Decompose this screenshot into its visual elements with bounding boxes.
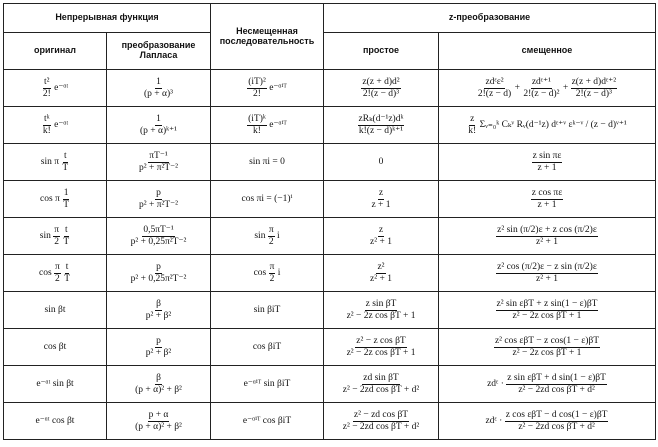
numerator: z² − zd cos βT	[353, 410, 409, 421]
denominator: z² − 2zd cos βT + d²	[518, 421, 595, 432]
denominator: z² − 2zd cos βT + d²	[518, 384, 595, 395]
shifted-z-cell	[439, 144, 656, 181]
formula-fraction	[369, 225, 393, 247]
table-row	[4, 144, 656, 181]
simple-z-cell	[324, 181, 439, 218]
denominator: p² + 0,25π²T⁻²	[130, 236, 187, 247]
original-cell	[4, 403, 107, 440]
numerator: p	[156, 188, 161, 199]
simple-z-cell	[324, 70, 439, 107]
simple-z-cell	[324, 403, 439, 440]
formula-fraction	[134, 373, 183, 395]
numerator: πT⁻¹	[149, 151, 168, 162]
shifted-z-cell	[439, 107, 656, 144]
formula-fraction	[61, 151, 69, 173]
formula-prefix: sin	[39, 231, 54, 242]
denominator: z² + 1	[536, 273, 558, 284]
formula-fraction	[361, 77, 400, 99]
original-cell	[4, 181, 107, 218]
formula-fraction	[139, 114, 178, 136]
denominator: z² + 1	[370, 273, 392, 284]
denominator: 2!	[253, 88, 261, 99]
numerator: zRₖ(d⁻¹z)dᵏ	[358, 114, 404, 125]
denominator: z + 1	[371, 199, 391, 210]
denominator: z + 1	[537, 199, 557, 210]
denominator: T	[63, 199, 70, 210]
denominator: k!(z − d)ᵏ⁺¹	[358, 125, 404, 136]
formula-fraction	[496, 299, 599, 321]
numerator: β	[156, 299, 161, 310]
numerator: z²	[377, 262, 385, 273]
simple-z-cell	[324, 366, 439, 403]
denominator: z² + 1	[536, 236, 558, 247]
denominator: k!	[468, 125, 477, 136]
formula-prefix: sin	[254, 231, 268, 242]
formula-fraction	[496, 262, 598, 284]
formula-fraction	[145, 336, 172, 358]
denominator: p² + π²T⁻²	[138, 162, 179, 173]
formula-fraction	[247, 77, 267, 99]
formula-fraction	[143, 77, 174, 99]
denominator: 2	[55, 273, 60, 284]
denominator: z² + 1	[370, 236, 392, 247]
simple-z-cell	[324, 107, 439, 144]
formula-prefix: e⁻ᵅᵗ sin βt	[36, 378, 74, 389]
header-laplace: преобразование Лапласа	[107, 33, 211, 70]
numerator: π	[269, 262, 275, 273]
shifted-z-cell	[439, 366, 656, 403]
denominator: z² − 2z cos βT + 1	[346, 310, 416, 321]
formula-suffix: e⁻ᵅᵗ	[51, 120, 69, 131]
table-row	[4, 255, 656, 292]
laplace-cell	[107, 144, 211, 181]
laplace-cell	[107, 218, 211, 255]
formula-prefix: cos βt	[43, 341, 67, 352]
formula-prefix: cos πi = (−1)ⁱ	[241, 193, 293, 204]
numerator: z	[378, 188, 384, 199]
numerator: z sin βT	[365, 299, 397, 310]
numerator: z² − z cos βT	[356, 336, 406, 347]
sequence-cell	[211, 218, 324, 255]
formula-fraction	[342, 410, 420, 432]
table-row	[4, 329, 656, 366]
formula-prefix: cos βiT	[252, 341, 282, 352]
numerator: z² cos (π/2)ε − z sin (π/2)ε	[497, 262, 597, 273]
numerator: t	[63, 151, 67, 162]
formula-suffix: e⁻ᵅⁱᵀ	[266, 120, 287, 131]
laplace-cell	[107, 403, 211, 440]
formula-fraction	[130, 262, 188, 284]
formula-fraction	[145, 299, 172, 321]
sequence-cell	[211, 366, 324, 403]
formula-fraction	[571, 77, 618, 99]
original-cell	[4, 366, 107, 403]
numerator: z	[378, 225, 384, 236]
formula-fraction	[247, 114, 267, 136]
denominator: (p + α)³	[143, 88, 173, 99]
formula-prefix: zdᵋ ·	[487, 379, 507, 390]
denominator: 2	[54, 236, 59, 247]
denominator: p² + β²	[145, 347, 172, 358]
shifted-z-cell	[439, 218, 656, 255]
numerator: zd sin βT	[363, 373, 399, 384]
original-cell	[4, 292, 107, 329]
formula-prefix: sin βt	[44, 304, 66, 315]
table-row	[4, 403, 656, 440]
header-simple: простое	[324, 33, 439, 70]
sequence-cell	[211, 329, 324, 366]
laplace-cell	[107, 255, 211, 292]
numerator: z² sin εβT + z sin(1 − ε)βT	[496, 299, 598, 310]
formula-fraction	[506, 373, 607, 395]
table-body	[4, 70, 656, 440]
numerator: tᵏ	[43, 114, 50, 125]
denominator: 2!(z − d)²	[523, 88, 560, 99]
numerator: π	[268, 225, 274, 236]
numerator: 1	[156, 77, 161, 88]
formula-fraction	[42, 114, 52, 136]
formula-operator: +	[560, 83, 571, 94]
formula-suffix: i	[275, 268, 281, 279]
original-cell	[4, 107, 107, 144]
denominator: z² − 2zd cos βT + d²	[342, 421, 420, 432]
laplace-cell	[107, 181, 211, 218]
original-cell	[4, 218, 107, 255]
formula-prefix: e⁻ᵅᵗ cos βt	[35, 415, 75, 426]
sequence-cell	[211, 107, 324, 144]
formula-fraction	[346, 299, 417, 321]
formula-fraction	[496, 225, 598, 247]
numerator: z² cos εβT − z cos(1 − ε)βT	[494, 336, 600, 347]
numerator: (iT)ᵏ	[248, 114, 266, 125]
denominator: z² − 2z cos βT + 1	[346, 347, 416, 358]
formula-fraction	[42, 77, 52, 99]
formula-fraction	[467, 114, 477, 136]
sequence-cell	[211, 70, 324, 107]
formula-fraction	[62, 188, 70, 210]
formula-fraction	[505, 410, 609, 432]
numerator: z(z + d)d²	[362, 77, 400, 88]
formula-fraction	[342, 373, 420, 395]
table-row	[4, 218, 656, 255]
denominator: (p + α)² + β²	[135, 421, 182, 432]
formula-prefix: sin π	[40, 157, 62, 168]
denominator: k!	[253, 125, 261, 136]
numerator: z(z + d)dᵋ⁺²	[571, 77, 617, 88]
numerator: 1	[156, 114, 161, 125]
formula-fraction	[53, 225, 60, 247]
numerator: z sin εβT + d sin(1 − ε)βT	[507, 373, 606, 384]
formula-fraction	[531, 188, 563, 210]
denominator: (p + α)ᵏ⁺¹	[139, 125, 178, 136]
denominator: p² + π²T⁻²	[138, 199, 179, 210]
formula-fraction	[54, 262, 61, 284]
numerator: t	[64, 225, 68, 236]
numerator: z² sin (π/2)ε + z cos (π/2)ε	[497, 225, 597, 236]
formula-suffix: i	[274, 231, 280, 242]
formula-prefix: cos	[38, 268, 55, 279]
formula-fraction	[346, 336, 417, 358]
shifted-z-cell	[439, 403, 656, 440]
formula-prefix: e⁻ᵅⁱᵀ sin βiT	[243, 378, 291, 389]
numerator: z cos πε	[531, 188, 563, 199]
numerator: β	[156, 373, 161, 384]
numerator: zdᵋε²	[485, 77, 504, 88]
formula-fraction	[477, 77, 512, 99]
formula-fraction	[138, 151, 179, 173]
shifted-z-cell	[439, 181, 656, 218]
table-row	[4, 181, 656, 218]
formula-fraction	[63, 262, 71, 284]
header-original: оригинал	[4, 33, 107, 70]
formula-prefix: e⁻ᵅⁱᵀ cos βiT	[242, 415, 292, 426]
laplace-cell	[107, 107, 211, 144]
sequence-cell	[211, 403, 324, 440]
numerator: π	[54, 225, 60, 236]
shifted-z-cell	[439, 292, 656, 329]
denominator: p² + β²	[145, 310, 172, 321]
table-row	[4, 107, 656, 144]
numerator: 0,5πT⁻¹	[143, 225, 174, 236]
shifted-z-cell	[439, 255, 656, 292]
original-cell	[4, 255, 107, 292]
sequence-cell	[211, 144, 324, 181]
denominator: p² + 0,25π²T⁻²	[130, 273, 187, 284]
original-cell	[4, 329, 107, 366]
formula-fraction	[130, 225, 188, 247]
header-continuous: Непрерывная функция	[4, 4, 211, 33]
laplace-cell	[107, 366, 211, 403]
formula-suffix: e⁻ᵅᵗ	[51, 83, 69, 94]
denominator: T	[63, 236, 70, 247]
formula-fraction	[62, 225, 70, 247]
laplace-cell	[107, 70, 211, 107]
table-row	[4, 366, 656, 403]
header-shifted: смещенное	[439, 33, 656, 70]
formula-fraction	[268, 225, 275, 247]
numerator: zdᵋ⁺¹	[531, 77, 551, 88]
denominator: T	[62, 162, 69, 173]
transform-table	[3, 3, 656, 440]
table-row	[4, 70, 656, 107]
simple-z-cell	[324, 329, 439, 366]
denominator: 2	[269, 273, 275, 284]
denominator: 2!(z − d)	[477, 88, 512, 99]
table-row	[4, 292, 656, 329]
formula-prefix: sin πi = 0	[249, 156, 285, 167]
formula-fraction	[522, 77, 560, 99]
formula-prefix: cos	[253, 268, 269, 279]
formula-fraction	[369, 262, 393, 284]
denominator: (p + α)² + β²	[135, 384, 182, 395]
sequence-cell	[211, 255, 324, 292]
denominator: 2!(z − d)³	[575, 88, 612, 99]
simple-z-cell	[324, 218, 439, 255]
original-cell	[4, 70, 107, 107]
original-cell	[4, 144, 107, 181]
header-sequence: Несмещенная последовательность	[211, 4, 324, 70]
formula-prefix: zdᵋ ·	[485, 416, 505, 427]
simple-z-cell	[324, 292, 439, 329]
numerator: p	[156, 262, 161, 273]
formula-fraction	[358, 114, 405, 136]
denominator: k!	[42, 125, 51, 136]
formula-suffix: Σᵥ₌₀ᵏ Cₖᵛ Rᵥ(d⁻¹z) dᵋ⁺ᵛ εᵏ⁻ᵛ / (z − d)ᵛ⁺¹	[477, 120, 627, 131]
numerator: p + α	[148, 410, 169, 421]
sequence-cell	[211, 181, 324, 218]
numerator: z sin πε	[532, 151, 562, 162]
formula-fraction	[494, 336, 600, 358]
denominator: z² − 2z cos βT + 1	[512, 310, 582, 321]
sequence-cell	[211, 292, 324, 329]
shifted-z-cell	[439, 70, 656, 107]
numerator: t	[65, 262, 69, 273]
numerator: (iT)²	[248, 77, 266, 88]
header-ztransform: z-преобразование	[324, 4, 656, 33]
denominator: 2!	[42, 88, 51, 99]
laplace-cell	[107, 292, 211, 329]
numerator: z	[470, 114, 475, 125]
denominator: z² − 2zd cos βT + d²	[342, 384, 420, 395]
simple-z-cell	[324, 255, 439, 292]
formula-fraction	[370, 188, 391, 210]
numerator: t²	[44, 77, 50, 88]
denominator: z² − 2z cos βT + 1	[512, 347, 582, 358]
numerator: z cos εβT − d cos(1 − ε)βT	[505, 410, 608, 421]
formula-operator: +	[512, 83, 523, 94]
shifted-z-cell	[439, 329, 656, 366]
laplace-cell	[107, 329, 211, 366]
formula-suffix: e⁻ᵅⁱᵀ	[266, 83, 287, 94]
simple-z-cell	[324, 144, 439, 181]
formula-prefix: cos π	[39, 194, 63, 205]
formula-fraction	[138, 188, 179, 210]
denominator: 2!(z − d)³	[362, 88, 400, 99]
denominator: z + 1	[537, 162, 557, 173]
formula-prefix: 0	[378, 156, 384, 167]
formula-prefix: sin βiT	[253, 304, 281, 315]
numerator: 1	[63, 188, 69, 199]
formula-fraction	[532, 151, 563, 173]
numerator: π	[55, 262, 60, 273]
denominator: 2	[268, 236, 274, 247]
denominator: T	[64, 273, 71, 284]
formula-fraction	[134, 410, 183, 432]
numerator: p	[156, 336, 161, 347]
